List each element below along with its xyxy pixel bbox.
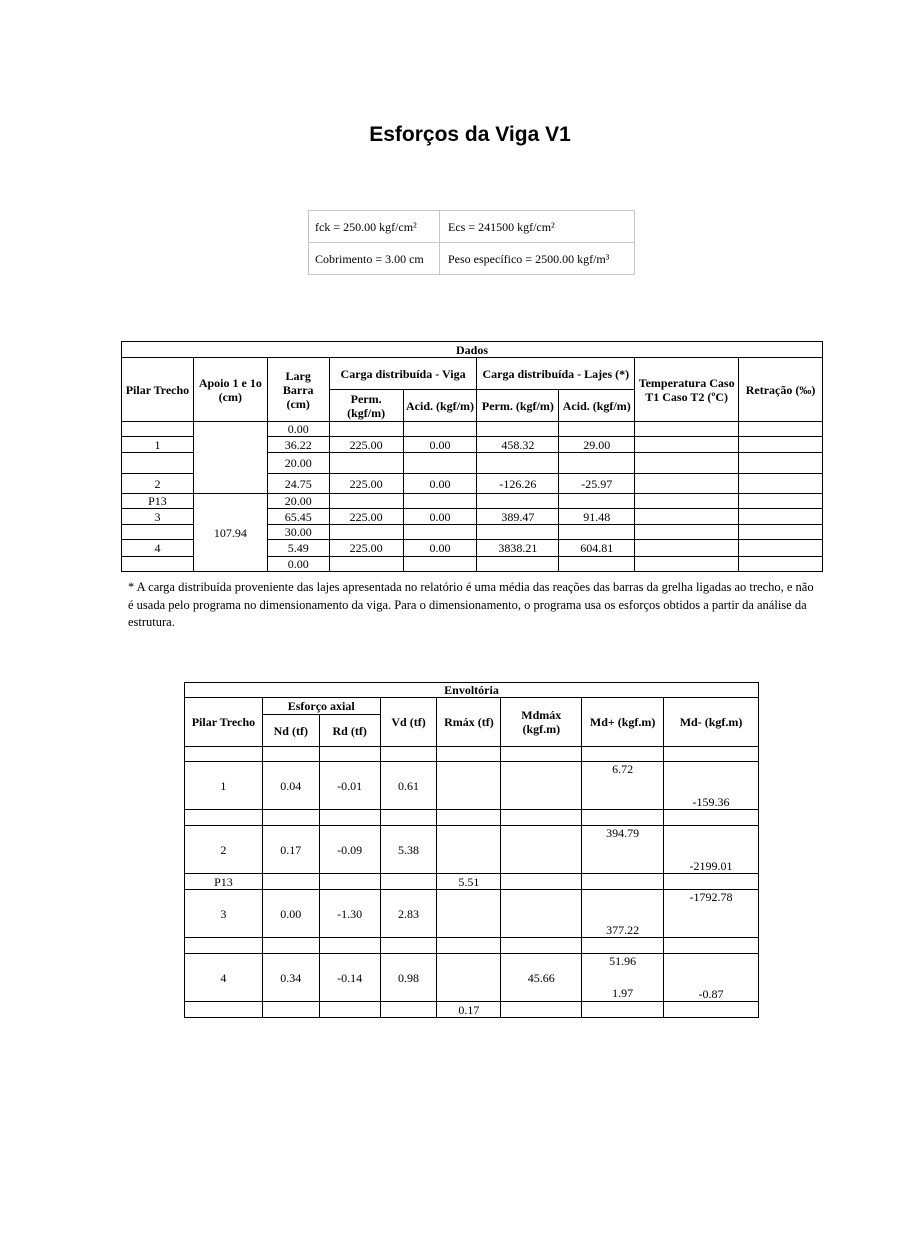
rmax-cell: 0.17	[437, 1002, 501, 1018]
vd-cell: 2.83	[380, 890, 437, 938]
viga-acid-cell: 0.00	[403, 509, 477, 525]
viga-perm-cell: 225.00	[329, 437, 403, 453]
envoltoria-table	[184, 682, 759, 1018]
rmax-cell: 5.51	[437, 874, 501, 890]
larg-cell: 20.00	[267, 494, 329, 509]
table-row	[185, 747, 759, 762]
table-row	[185, 954, 759, 1002]
pilar-cell	[122, 525, 194, 540]
header-vd: Vd (tf)	[380, 698, 437, 747]
pilar-cell: P13	[122, 494, 194, 509]
pilar-cell: 3	[185, 890, 263, 938]
rd-cell: -0.01	[319, 762, 380, 810]
rd-cell: -0.14	[319, 954, 380, 1002]
header-nd: Nd (tf)	[262, 715, 319, 747]
viga-acid-cell: 0.00	[403, 474, 477, 494]
md-pos-value: 51.96	[609, 954, 637, 968]
pilar-cell: 3	[122, 509, 194, 525]
header-apoio: Apoio 1 e 1o (cm)	[193, 358, 267, 422]
table-row	[185, 826, 759, 874]
nd-cell: 0.17	[262, 826, 319, 874]
viga-perm-cell: 225.00	[329, 509, 403, 525]
header-rmax: Rmáx (tf)	[437, 698, 501, 747]
md-neg-cell: -159.36	[664, 762, 759, 810]
pilar-cell: 1	[185, 762, 263, 810]
lajes-perm-cell: 458.32	[477, 437, 559, 453]
header-md-neg: Md- (kgf.m)	[664, 698, 759, 747]
lajes-acid-cell: 91.48	[559, 509, 635, 525]
md-pos-cell: 394.79	[582, 826, 664, 874]
pilar-cell: P13	[185, 874, 263, 890]
larg-cell: 65.45	[267, 509, 329, 525]
pilar-cell: 1	[122, 437, 194, 453]
footnote: * A carga distribuída proveniente das lajes apresentada no relatório é uma média das reações das barras da grelha ligadas ao trecho, e não é usada pelo programa no dimensionamento da viga. Para o dimensionamento, o programa usa os esforços obtidos a partir da análise da estrutura.	[128, 580, 814, 629]
apoio-cell	[193, 422, 267, 494]
table-row	[185, 1002, 759, 1018]
larg-cell: 20.00	[267, 453, 329, 474]
md-neg-cell: -1792.78	[664, 890, 759, 938]
rd-cell: -1.30	[319, 890, 380, 938]
pilar-cell	[122, 557, 194, 572]
viga-acid-cell: 0.00	[403, 540, 477, 557]
pilar-cell: 4	[185, 954, 263, 1002]
lajes-acid-cell: 604.81	[559, 540, 635, 557]
pilar-cell: 2	[122, 474, 194, 494]
dados-caption: Dados	[122, 342, 823, 358]
md-pos-value: 1.97	[612, 986, 634, 1000]
ecs-value: Ecs = 241500 kgf/cm²	[440, 211, 635, 243]
viga-perm-cell: 225.00	[329, 474, 403, 494]
md-neg-cell: -0.87	[664, 954, 759, 1002]
header-temperatura: Temperatura Caso T1 Caso T2 (ºC)	[635, 358, 739, 422]
md-pos-cell: 6.72	[582, 762, 664, 810]
table-row	[185, 890, 759, 938]
vd-cell: 0.61	[380, 762, 437, 810]
table-row	[185, 762, 759, 810]
dados-table	[121, 341, 823, 572]
lajes-perm-cell: 3838.21	[477, 540, 559, 557]
header-esforco-axial: Esforço axial	[262, 698, 380, 715]
nd-cell: 0.00	[262, 890, 319, 938]
pilar-cell: 2	[185, 826, 263, 874]
fck-value: fck = 250.00 kgf/cm²	[309, 211, 440, 243]
envoltoria-caption: Envoltória	[185, 683, 759, 698]
cobrimento-value: Cobrimento = 3.00 cm	[309, 243, 440, 275]
larg-cell: 0.00	[267, 557, 329, 572]
pilar-cell	[122, 453, 194, 474]
pilar-cell: 4	[122, 540, 194, 557]
pilar-cell	[122, 422, 194, 437]
header-pilar-trecho: Pilar Trecho	[185, 698, 263, 747]
properties-table	[308, 210, 635, 275]
header-lajes-acid: Acid. (kgf/m)	[559, 390, 635, 422]
larg-cell: 36.22	[267, 437, 329, 453]
header-rd: Rd (tf)	[319, 715, 380, 747]
larg-cell: 5.49	[267, 540, 329, 557]
table-row	[185, 938, 759, 954]
mdmax-cell: 45.66	[501, 954, 582, 1002]
header-lajes-perm: Perm. (kgf/m)	[477, 390, 559, 422]
lajes-perm-cell: 389.47	[477, 509, 559, 525]
peso-especifico-value: Peso específico = 2500.00 kgf/m³	[440, 243, 635, 275]
header-md-pos: Md+ (kgf.m)	[582, 698, 664, 747]
lajes-acid-cell: 29.00	[559, 437, 635, 453]
header-larg-barra: Larg Barra (cm)	[267, 358, 329, 422]
table-row	[185, 810, 759, 826]
viga-acid-cell: 0.00	[403, 437, 477, 453]
apoio-cell: 107.94	[193, 494, 267, 572]
vd-cell: 0.98	[380, 954, 437, 1002]
header-mdmax: Mdmáx (kgf.m)	[501, 698, 582, 747]
lajes-acid-cell: -25.97	[559, 474, 635, 494]
larg-cell: 30.00	[267, 525, 329, 540]
md-pos-cell: 377.22	[582, 890, 664, 938]
nd-cell: 0.04	[262, 762, 319, 810]
header-retracao: Retração (‰)	[739, 358, 823, 422]
md-pos-cell	[582, 954, 664, 1002]
table-row	[122, 494, 823, 509]
lajes-perm-cell: -126.26	[477, 474, 559, 494]
table-row	[122, 422, 823, 437]
header-carga-viga: Carga distribuída - Viga	[329, 358, 477, 390]
nd-cell: 0.34	[262, 954, 319, 1002]
larg-cell: 24.75	[267, 474, 329, 494]
header-viga-acid: Acid. (kgf/m)	[403, 390, 477, 422]
vd-cell: 5.38	[380, 826, 437, 874]
header-carga-lajes: Carga distribuída - Lajes (*)	[477, 358, 635, 390]
rd-cell: -0.09	[319, 826, 380, 874]
header-viga-perm: Perm. (kgf/m)	[329, 390, 403, 422]
md-neg-cell: -2199.01	[664, 826, 759, 874]
table-row	[185, 874, 759, 890]
header-pilar-trecho: Pilar Trecho	[122, 358, 194, 422]
larg-cell: 0.00	[267, 422, 329, 437]
viga-perm-cell: 225.00	[329, 540, 403, 557]
page-title: Esforços da Viga V1	[369, 123, 571, 146]
